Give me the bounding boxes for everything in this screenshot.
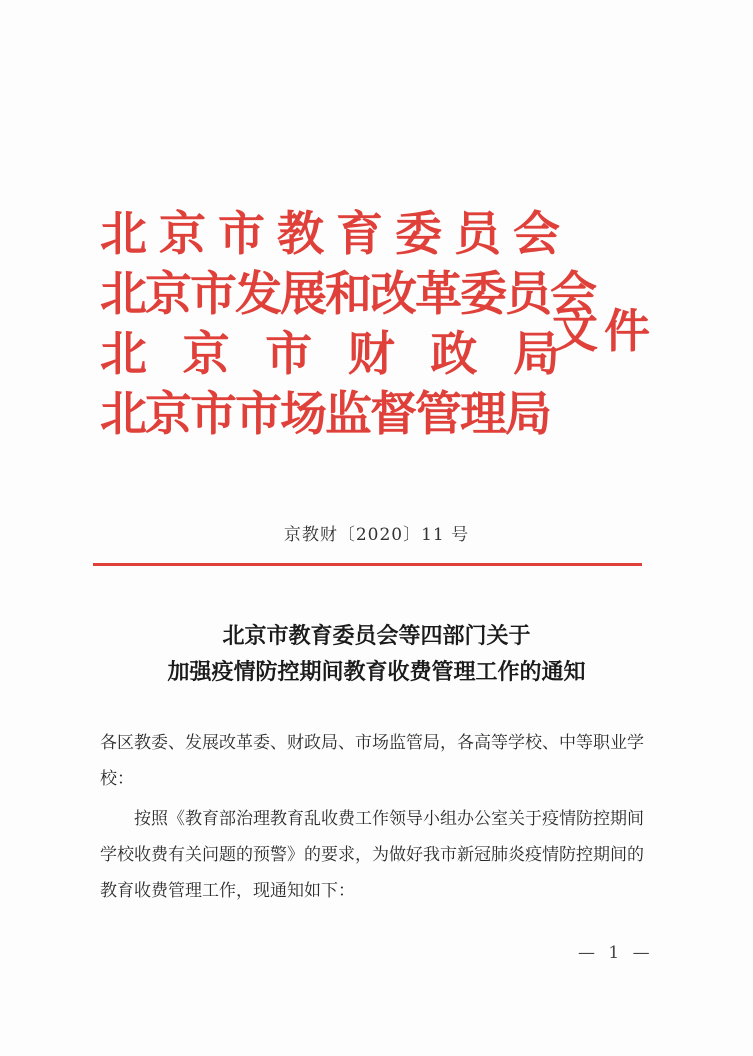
document-label: 文件	[552, 304, 656, 358]
document-title	[0, 618, 753, 690]
masthead-char: 财	[347, 327, 395, 382]
masthead-char: 会	[513, 207, 560, 262]
document-number: 京教财〔2020〕11 号	[283, 525, 470, 545]
authority-development-reform-commission: 北京市发展和改革委员会	[100, 267, 595, 322]
masthead-char: 京	[159, 207, 206, 262]
authority-market-supervision-bureau: 北京市市场监督管理局	[100, 387, 550, 442]
page-number: — 1 —	[578, 943, 654, 963]
authority-education-commission	[100, 205, 560, 265]
document-title-line-2: 加强疫情防控期间教育收费管理工作的通知	[167, 659, 586, 685]
addressees: 各区教委、发展改革委、财政局、市场监管局，各高等学校、中等职业学校：	[100, 733, 644, 789]
masthead-char: 市	[218, 207, 265, 262]
authority-finance-bureau	[100, 325, 560, 385]
masthead-char: 局	[512, 327, 560, 382]
document-body	[100, 725, 645, 909]
masthead-char: 市	[265, 327, 313, 382]
masthead-char: 政	[430, 327, 478, 382]
masthead-char: 北	[100, 207, 147, 262]
masthead-char: 教	[277, 207, 324, 262]
masthead-char: 委	[395, 207, 442, 262]
red-divider-line	[93, 563, 642, 566]
issuing-authorities-header	[100, 205, 595, 445]
masthead-char: 京	[182, 327, 230, 382]
body-paragraph: 按照《教育部治理教育乱收费工作领导小组办公室关于疫情防控期间学校收费有关问题的预警》的要求，为做好我市新冠肺炎疫情防控期间的教育收费管理工作，现通知如下：	[100, 809, 644, 901]
masthead-char: 育	[336, 207, 383, 262]
masthead-char: 北	[100, 327, 147, 382]
document-title-line-1: 北京市教育委员会等四部门关于	[222, 623, 531, 649]
masthead-char: 员	[454, 207, 501, 262]
